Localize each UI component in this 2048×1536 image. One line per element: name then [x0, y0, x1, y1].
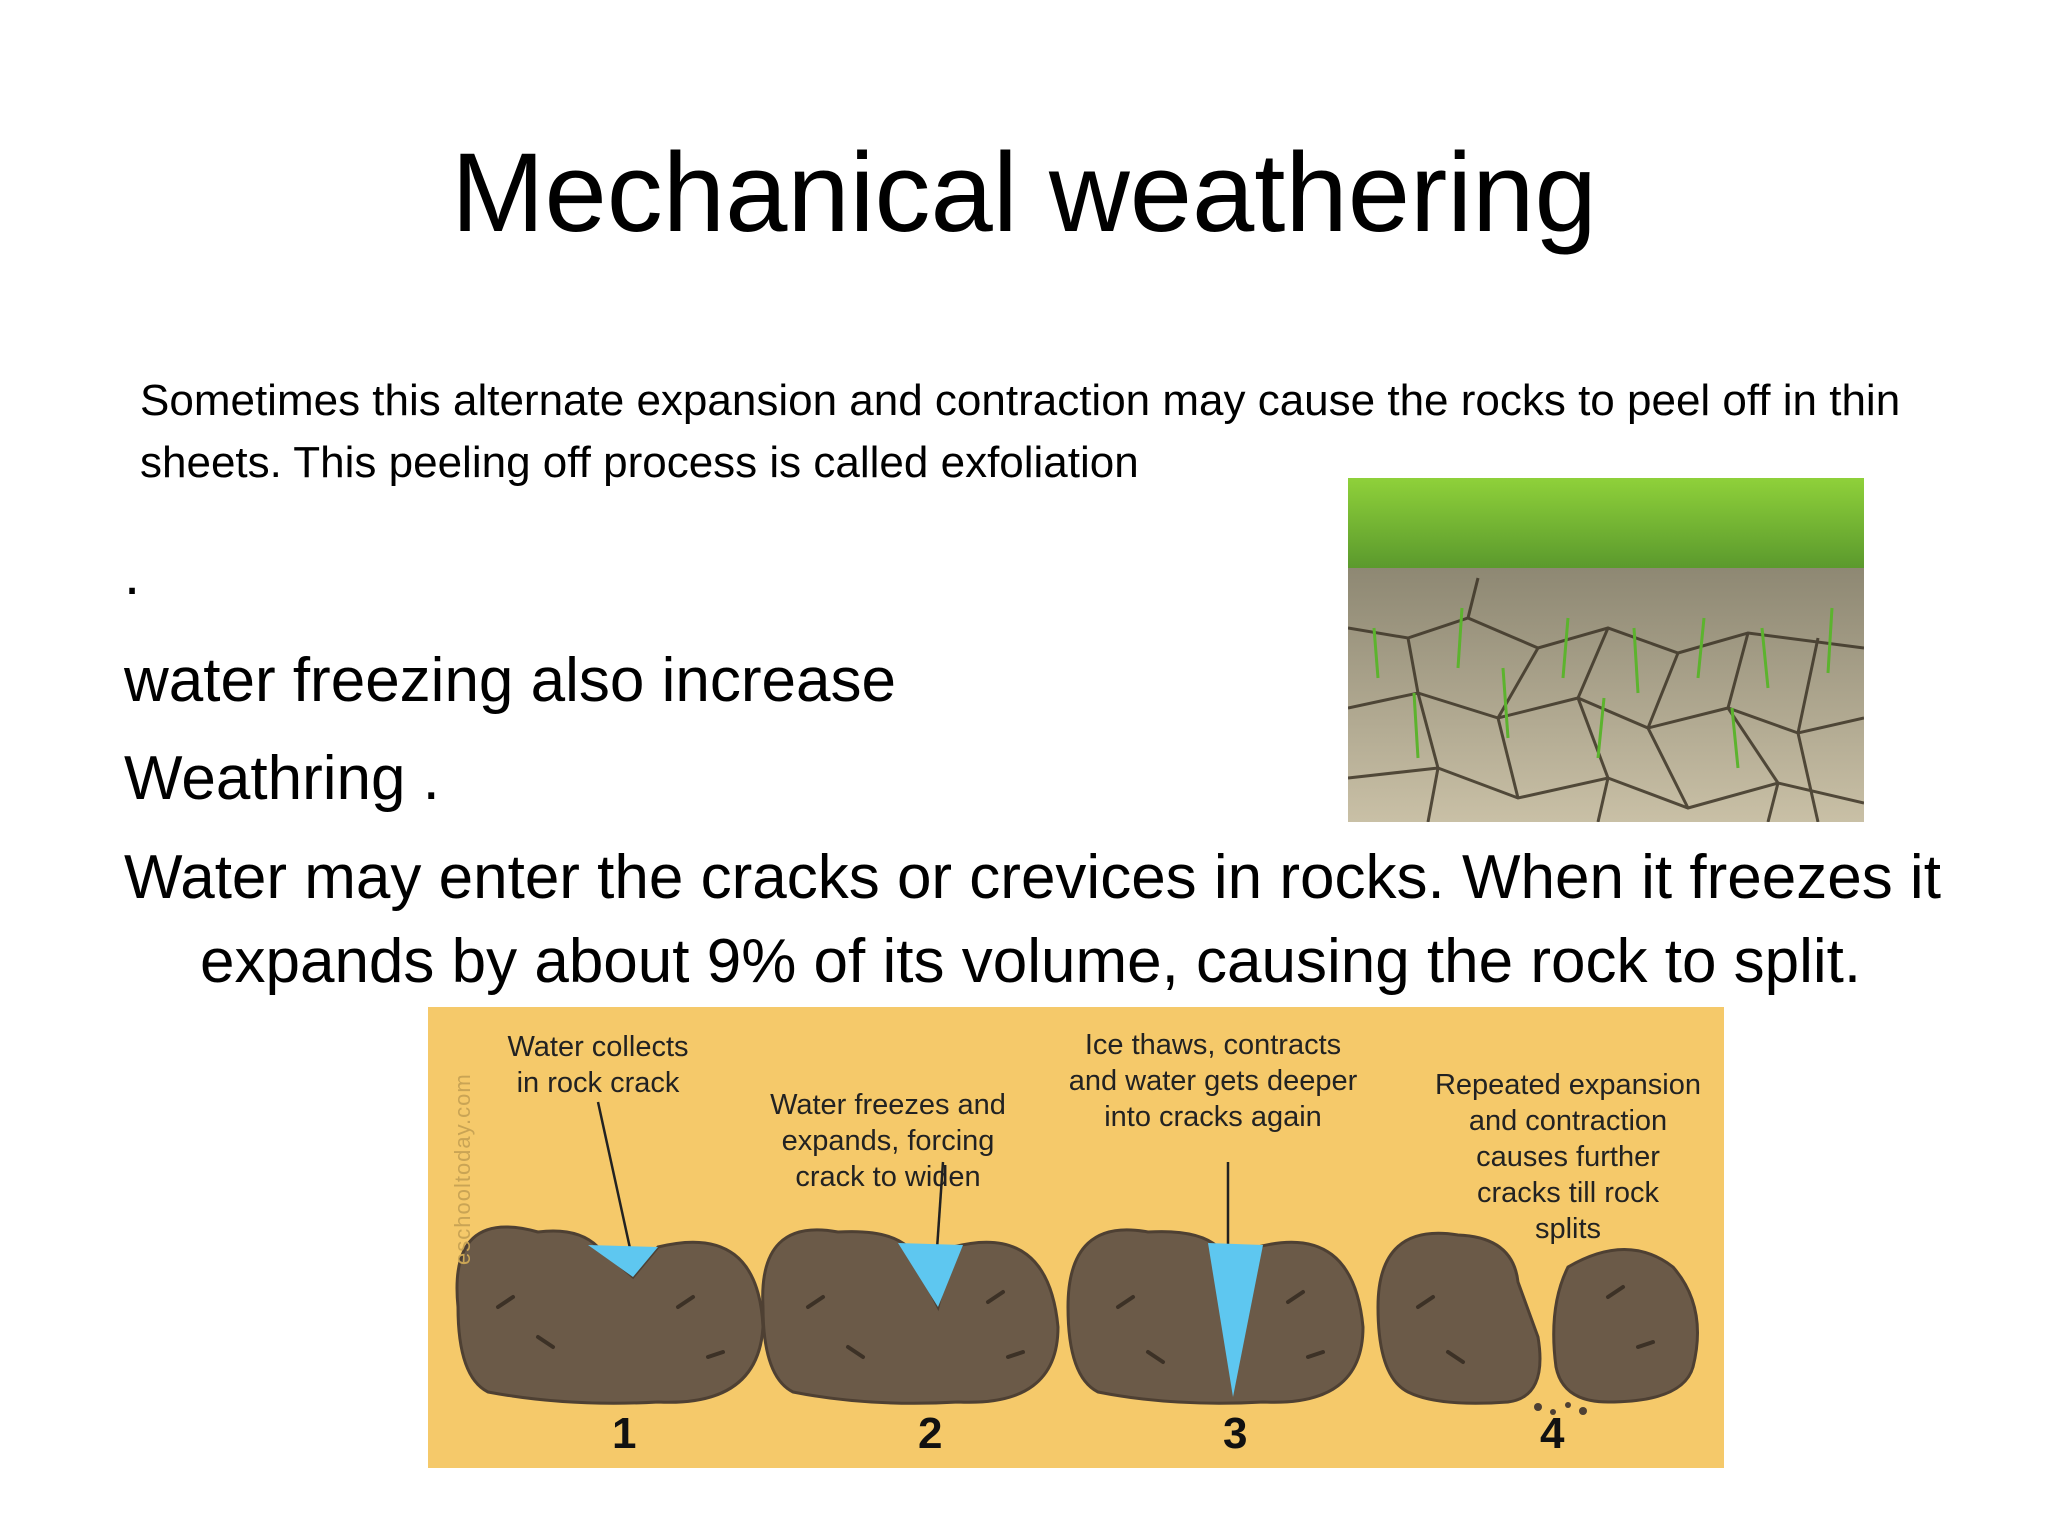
slide-title: Mechanical weathering	[451, 130, 1597, 255]
body-line-water-freezing: water freezing also increase	[124, 646, 896, 715]
caption-stage-4: Repeated expansion and contraction causes further cracks till rock splits	[1434, 1069, 1702, 1245]
stage-number-2: 2	[918, 1409, 943, 1458]
stage-number-1: 1	[612, 1409, 637, 1458]
body-line-weathring: Weathring .	[124, 744, 440, 813]
bullet-dot: .	[124, 542, 141, 607]
cracked-soil-photo	[1348, 478, 1864, 822]
intro-text: Sometimes this alternate expansion and contraction may cause the rocks to peel off in thin sheets. This peeling off process is called exfoliation	[140, 376, 1901, 487]
stage-number-4: 4	[1540, 1409, 1565, 1458]
stage-number-3: 3	[1223, 1409, 1248, 1458]
body-paragraph: Water may enter the cracks or crevices in rocks. When it freezes it expands by about 9% of its volume, causing the rock to split.	[124, 843, 1941, 996]
diagram-watermark: eschooltoday.com	[450, 1073, 475, 1265]
frost-weathering-diagram	[428, 1007, 1724, 1468]
cracked-soil-seedlings-icon	[1348, 478, 1864, 822]
caption-stage-1: Water collects in rock crack	[507, 1031, 689, 1099]
caption-stage-2: Water freezes and expands, forcing crack to widen	[770, 1089, 1006, 1193]
caption-stage-3: Ice thaws, contracts and water gets deeper into cracks again	[1068, 1029, 1358, 1133]
